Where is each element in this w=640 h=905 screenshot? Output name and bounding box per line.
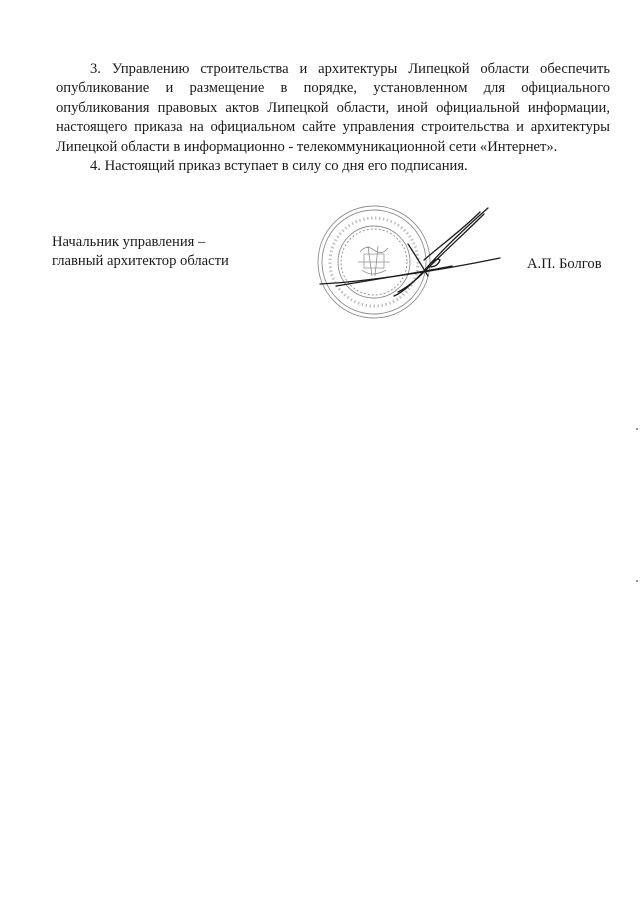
scan-edge-mark <box>636 580 638 582</box>
signatory-name: А.П. Болгов <box>527 256 602 272</box>
official-seal-image <box>312 200 512 335</box>
round-stamp <box>318 206 430 318</box>
paragraph-effective-date: 4. Настоящий приказ вступает в силу со дня его подписания. <box>90 158 468 175</box>
paragraph-publication-order: 3. Управлению строительства и архитектуры Липецкой области обеспечить опубликование и размещение в порядке, установленном для официального опубликования правовых актов Липецкой области, иной официальной информации, настоящего приказа на официальном сайте управления строительства и архитектуры Липецкой области в информационно - телекоммуникационной сети «Интернет». <box>56 61 610 155</box>
handwritten-signature <box>320 208 500 296</box>
signatory-position <box>52 233 229 272</box>
signatory-position-line1: Начальник управления – <box>52 234 206 250</box>
document-body <box>56 60 610 176</box>
scan-edge-mark <box>636 428 638 430</box>
seal-and-signature <box>312 200 512 335</box>
signatory-position-line2: главный архитектор области <box>52 253 229 270</box>
